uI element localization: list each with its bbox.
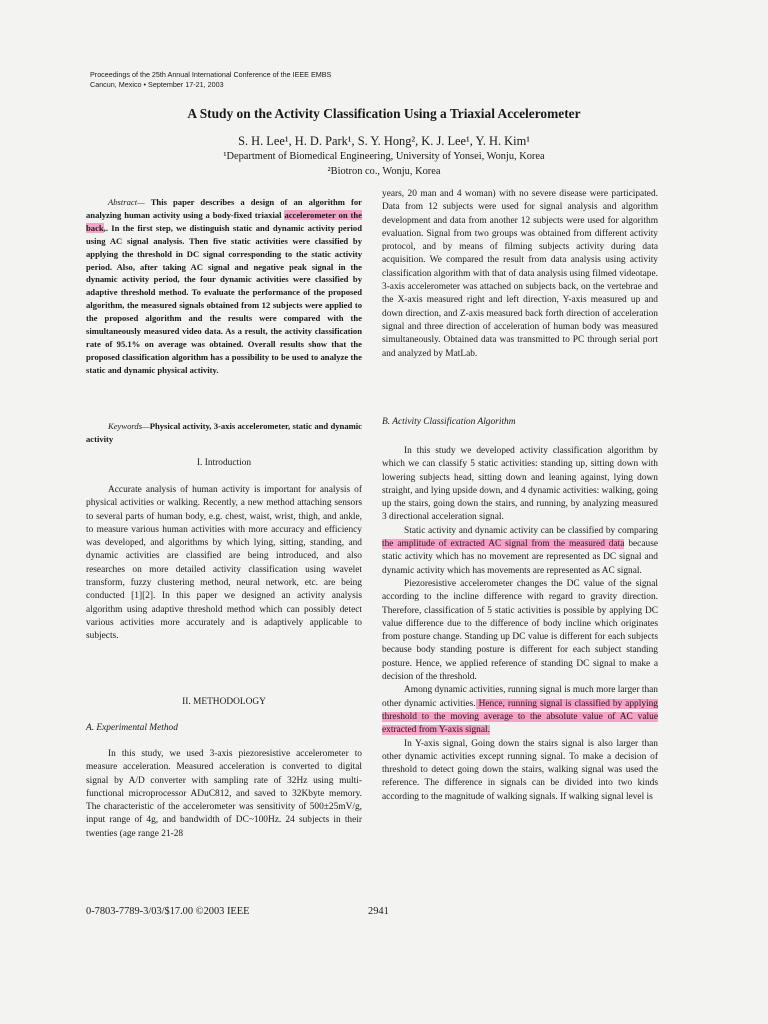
abstract-text-1: This paper describes a design of an algorithm for analyzing human activity using a body-fixed triaxial — [86, 197, 362, 220]
abstract — [86, 196, 362, 377]
experimental-method-paragraph-right: years, 20 man and 4 woman) with no severe disease were participated. Data from 12 subjects were used for signal analysis and algorithm development and data from another 12 subjects were used for algorithm evaluation. Signal from two groups was obtained from different activity protocol, and by means of filming subjects activity during data acquisition. We compared the result from data analysis using activity classification algorithm with that of data analysis using filmed videotape. 3-axis accelerometer was attached on subjects back, on the vertebrae and the X-axis measured right and left direction, Y-axis measured up and down direction, and Z-axis measured back forth direction of acceleration signal and three direction of acceleration of human body was measured simultaneously. Obtained data was transmitted to PC through serial port and analyzed by MatLab. — [382, 189, 658, 359]
experimental-method-body-right — [382, 188, 658, 361]
abstract-highlight: accelerometer on the back — [86, 209, 362, 233]
keywords — [86, 420, 362, 446]
affiliation-1: ¹Department of Biomedical Engineering, University of Yonsei, Wonju, Korea — [223, 151, 545, 162]
author-list: S. H. Lee¹, H. D. Park¹, S. Y. Hong², K. J. Lee¹, Y. H. Kim¹ — [238, 134, 530, 148]
activity-paragraph-2 — [382, 525, 658, 578]
experimental-method-paragraph-left: In this study, we used 3-axis piezoresistive accelerometer to measure acceleration. Measured acceleration is converted to digital signal by A/D converter with sampling rate of 32Hz using multi-functional microprocessor ADuC812, and saved to 32Kbyte memory. The characteristic of the accelerometer was sensitivity of 500±25mV/g, input range of 4g, and bandwidth of DC~100Hz. 24 subjects in their twenties (age range 21-28 — [86, 749, 362, 839]
activity-paragraph-5: In Y-axis signal, Going down the stairs signal is also larger than other dynamic activities except running signal. To make a decision of threshold to detect going down the stairs, walking signal was used the reference. The difference in signals can be divided into two kinds according to the magnitude of walking signals. If walking signal level is — [382, 738, 658, 802]
activity-paragraph-1: In this study we developed activity classification algorithm by which we can classify 5 static activities: standing up, sitting down with lowering subjects head, sitting down and leaning against, lying down straight, and lying upside down, and 4 dynamic activities: walking, going up the stairs, going down the stairs, and running, by analyzing measured 3 directional acceleration signal. — [382, 446, 658, 523]
paper-title: A Study on the Activity Classification Using a Triaxial Accelerometer — [187, 106, 581, 121]
activity-paragraph-4-highlight: Hence, running signal is classified by applying threshold to the moving average to the absolute value of AC value extracted from Y-axis signal. — [382, 698, 658, 736]
section-heading-introduction: I. Introduction — [196, 458, 252, 468]
subsection-heading-experimental-method: A. Experimental Method — [86, 723, 178, 733]
activity-paragraph-4 — [382, 684, 658, 737]
activity-paragraph-4-text: Among dynamic activities, running signal is much more larger than other dynamic activities. — [382, 685, 658, 709]
activity-paragraph-2-highlight: the amplitude of extracted AC signal from the measured data — [382, 539, 625, 550]
subsection-heading-activity-classification: B. Activity Classification Algorithm — [382, 417, 516, 427]
keywords-label: Keywords— — [108, 421, 150, 431]
footer-isbn: 0-7803-7789-3/03/$17.00 ©2003 IEEE — [86, 906, 250, 917]
activity-paragraph-3: Piezoresistive accelerometer changes the DC value of the signal according to the incline difference with regard to gravity direction. Therefore, classification of 5 static activities is possible by applying DC value difference due to the difference of body incline which originates from posture change. Standing up DC value is different for each subjects because body standing posture is different for each subject standing posture. Hence, we applied reference of standing DC signal to make a decision of the threshold. — [382, 578, 658, 683]
activity-paragraph-2-text-2: because static activity which has no movement are represented as DC signal and dynamic activity which has movements are represented as AC signal. — [382, 539, 659, 576]
introduction-paragraph: Accurate analysis of human activity is important for analysis of physical activities or walking. Recently, a new method attaching sensors to several parts of human body, e.g. chest, waist, wrist, thigh, and ankle, to measure various human activities with more accuracy and efficiency was developed, and algorithms by which lying, sitting, standing, and dynamic activities are classified are being introduced, and also researches on more detailed activity classification using wavelet transform, fuzzy clustering method, neural network, etc. are being conducted [1][2]. In this paper we designed an activity analysis algorithm using adaptive threshold method which can possibly detect various activities more accurately and is adaptively applicable to subjects. — [86, 485, 362, 642]
abstract-label: Abstract— — [108, 197, 145, 207]
activity-classification-body — [382, 445, 658, 804]
abstract-text-2: ,. In the first step, we distinguish static and dynamic activity period using AC signal analysis. Then five static activities were classified by applying the threshold in DC signal corresponding to the static activity period. Also, after taking AC signal and negative peak signal in the dynamic activity period, the four dynamic activities were classified by adaptive threshold method. To evaluate the performance of the proposed algorithm, the measured signals obtained from 12 subjects were applied to the proposed algorithm and the results were compared with the simultaneously measured video data. As a result, the activity classification rate of 95.1% on average was obtained. Overall results show that the proposed classification algorithm has a possibility to be used to analyze the static and dynamic physical activity. — [86, 222, 362, 375]
experimental-method-body-left — [86, 748, 362, 841]
proceedings-line-2: Cancun, Mexico • September 17-21, 2003 — [90, 80, 224, 89]
affiliation-2: ²Biotron co., Wonju, Korea — [327, 166, 441, 177]
proceedings-header — [90, 70, 331, 90]
proceedings-line-1: Proceedings of the 25th Annual International Conference of the IEEE EMBS — [90, 70, 332, 79]
activity-paragraph-2-text-1: Static activity and dynamic activity can be classified by comparing — [404, 525, 658, 536]
page-number: 2941 — [368, 906, 389, 917]
keywords-text: Physical activity, 3-axis accelerometer, static and dynamic activity — [86, 421, 362, 444]
introduction-body — [86, 484, 362, 644]
section-heading-methodology: II. METHODOLOGY — [182, 697, 266, 707]
